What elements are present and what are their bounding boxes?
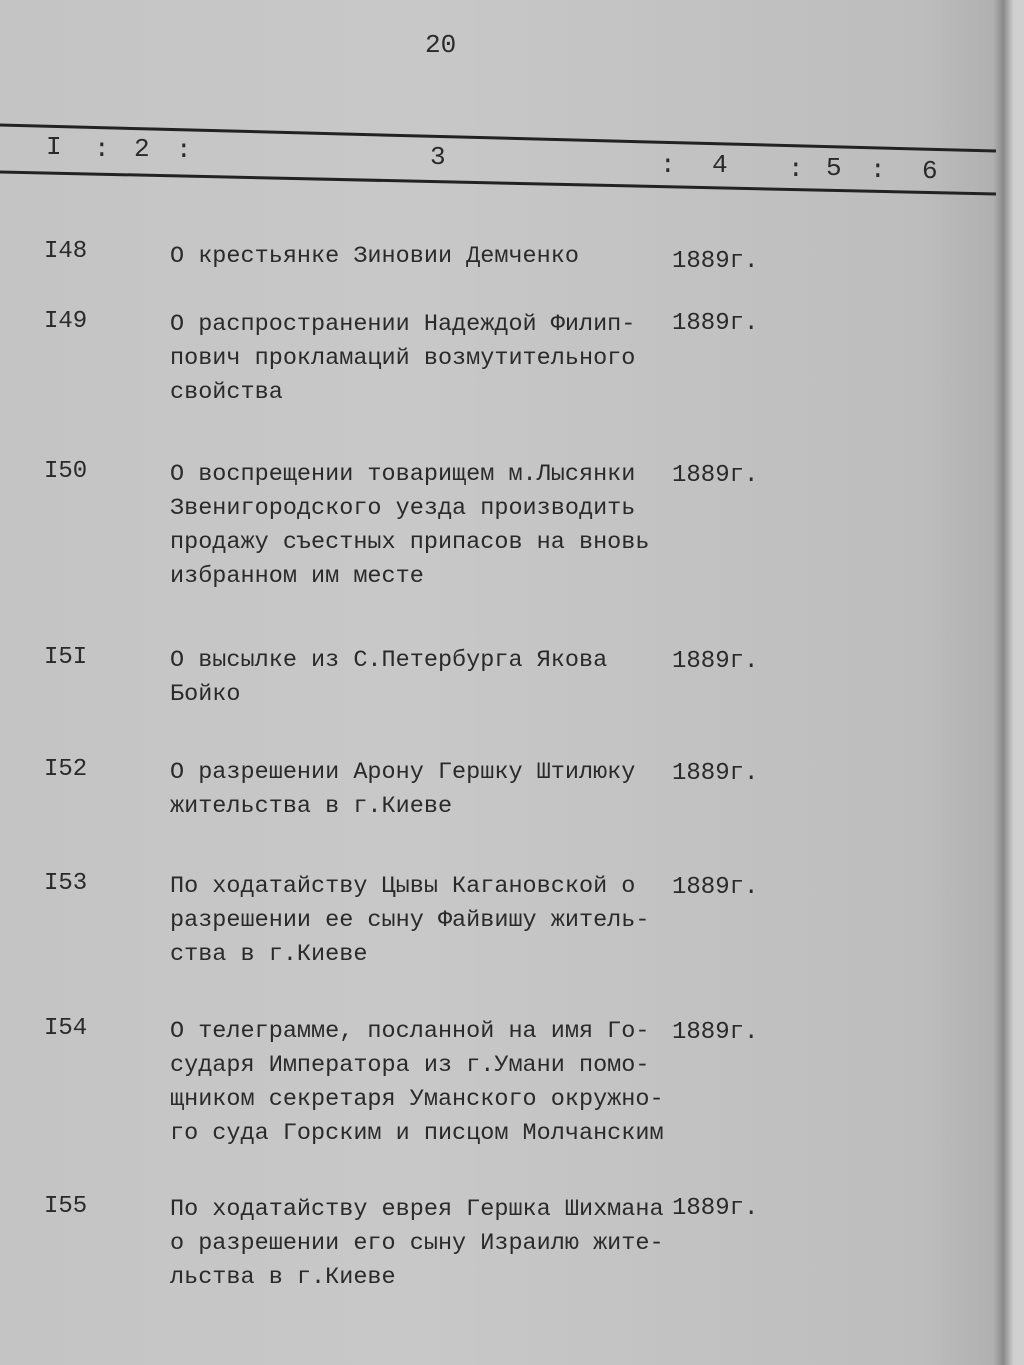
entry-year: 1889г. [672, 462, 759, 489]
entry-description-line: О телеграмме, посланной на имя Го- [170, 1018, 650, 1045]
column-separator: : [660, 150, 676, 180]
entry-description [170, 870, 649, 972]
entry-description [170, 240, 579, 274]
entry-description-line: По ходатайству Цывы Кагановской о [170, 873, 636, 900]
column-header-1: I [46, 132, 62, 162]
entry-number: I49 [44, 308, 88, 335]
entry-number: I53 [44, 870, 88, 897]
entry-description-line: О крестьянке Зиновии Демченко [170, 243, 579, 270]
entry-year: 1889г. [672, 1019, 759, 1046]
entry-year: 1889г. [672, 648, 759, 675]
entry-description-line: продажу съестных припасов на вновь [170, 529, 650, 556]
entry-description-line: сударя Императора из г.Умани помо- [170, 1052, 650, 1079]
column-header-3: 3 [430, 142, 446, 172]
entry-description [170, 1193, 664, 1295]
entry-description-line: О разрешении Арону Гершку Штилюку [170, 759, 636, 786]
entry-description-line: льства в г.Киеве [170, 1264, 396, 1291]
column-separator: : [176, 135, 192, 165]
entry-description [170, 458, 649, 594]
entry-description-line: О высылке из С.Петербурга Якова [170, 647, 608, 674]
column-header-6: 6 [922, 156, 938, 186]
entry-number: I54 [44, 1015, 88, 1042]
header-bottom-rule [0, 172, 996, 194]
entry-number: I48 [44, 238, 88, 265]
entry-description-line: го суда Горским и писцом Молчанским [170, 1120, 664, 1147]
entry-description [170, 756, 635, 824]
entry-year: 1889г. [672, 1195, 759, 1222]
entry-description-line: По ходатайству еврея Гершка Шихмана [170, 1196, 664, 1223]
entry-description-line: разрешении ее сыну Файвишу житель- [170, 907, 650, 934]
entry-description-line: избранном им месте [170, 563, 424, 590]
column-header-5: 5 [826, 153, 842, 183]
entry-description-line: о разрешении его сыну Израилю жите- [170, 1230, 664, 1257]
column-header-4: 4 [712, 150, 728, 180]
column-separator: : [788, 154, 804, 184]
entry-description-line: жительства в г.Киеве [170, 793, 453, 820]
entry-number: I50 [44, 458, 88, 485]
column-separator: : [94, 134, 110, 164]
column-header-2: 2 [134, 134, 150, 164]
entry-description-line: пович прокламаций возмутительного [170, 345, 636, 372]
page-number: 20 [425, 30, 457, 60]
entry-description-line: свойства [170, 379, 283, 406]
entry-number: I5I [44, 644, 88, 671]
entry-description-line: Бойко [170, 681, 241, 708]
entry-description-line: Звенигородского уезда производить [170, 495, 636, 522]
entry-description-line: О распространении Надеждой Филип- [170, 311, 636, 338]
entry-year: 1889г. [672, 874, 759, 901]
entry-year: 1889г. [672, 248, 759, 275]
entry-year: 1889г. [672, 310, 759, 337]
entry-description [170, 1015, 664, 1151]
entry-description [170, 308, 635, 410]
entry-year: 1889г. [672, 760, 759, 787]
header-rules [0, 0, 1024, 220]
entry-description-line: ства в г.Киеве [170, 941, 368, 968]
entry-description-line: О воспрещении товарищем м.Лысянки [170, 461, 636, 488]
entry-number: I55 [44, 1193, 88, 1220]
column-separator: : [870, 155, 886, 185]
entry-description-line: щником секретаря Уманского окружно- [170, 1086, 664, 1113]
entry-description [170, 644, 607, 712]
entry-number: I52 [44, 756, 88, 783]
